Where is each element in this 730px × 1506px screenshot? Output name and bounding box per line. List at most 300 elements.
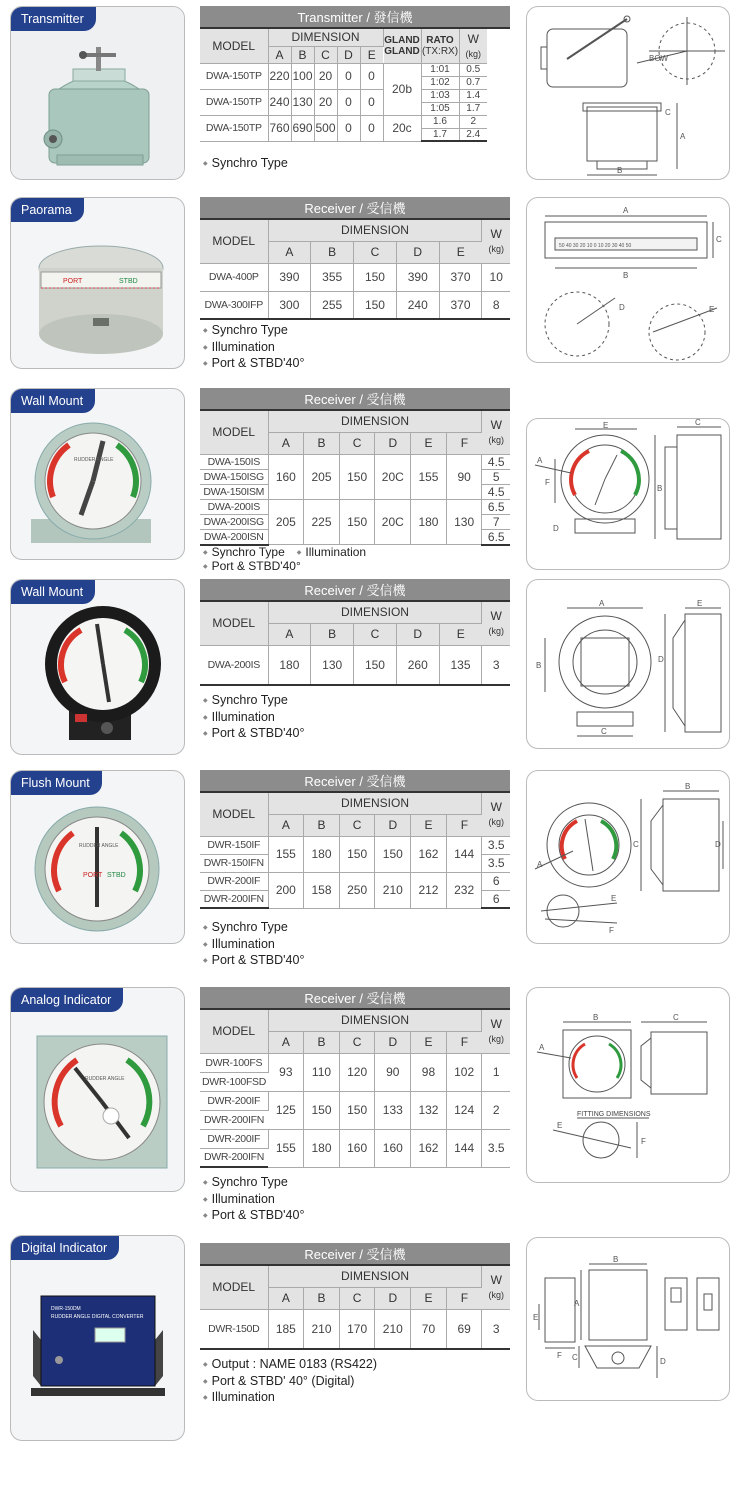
col-a: A bbox=[268, 46, 291, 63]
feature-item: ◆ Port & STBD'40° bbox=[203, 560, 366, 574]
feature-list bbox=[203, 920, 304, 970]
table-row bbox=[200, 499, 510, 514]
w-label: W bbox=[490, 227, 502, 242]
cell-model: DWR-100FS bbox=[200, 1053, 268, 1072]
cell: 4.5 bbox=[482, 454, 510, 469]
col-c: C bbox=[354, 623, 397, 645]
cell-model: DWR-200IF bbox=[200, 1129, 268, 1148]
dimension-drawing bbox=[526, 770, 730, 944]
product-photo bbox=[10, 770, 185, 944]
col-dimension: DIMENSION bbox=[268, 410, 482, 432]
cell: 185 bbox=[268, 1309, 304, 1349]
col-d: D bbox=[337, 46, 360, 63]
flush-mount-drawing bbox=[527, 771, 730, 944]
dim-label: D bbox=[660, 1357, 666, 1366]
section-tag: Digital Indicator bbox=[11, 1236, 119, 1260]
cell: 232 bbox=[446, 872, 482, 908]
feature-item: ◆ Port & STBD'40° bbox=[203, 1208, 304, 1225]
cell: 69 bbox=[446, 1309, 482, 1349]
col-model: MODEL bbox=[200, 1009, 268, 1053]
w-label: W bbox=[467, 31, 479, 46]
rato-label: RATO bbox=[426, 34, 454, 46]
analog-indicator-drawing bbox=[527, 988, 730, 1183]
table-title: Transmitter / 發信機 bbox=[200, 6, 510, 28]
feature-item: ◆ Synchro Type bbox=[203, 1175, 304, 1192]
section-tag: Wall Mount bbox=[11, 389, 95, 413]
analog-indicator-photo bbox=[11, 988, 185, 1192]
cell: 170 bbox=[339, 1309, 375, 1349]
dim-label: E bbox=[533, 1313, 539, 1322]
cell-model: DWR-200IFN bbox=[200, 1148, 268, 1167]
dim-label: B bbox=[536, 661, 542, 670]
w-unit: (kg) bbox=[465, 48, 481, 59]
section-tag: Wall Mount bbox=[11, 580, 95, 604]
table-title: Receiver / 受信機 bbox=[200, 1243, 510, 1265]
dim-label: F bbox=[557, 1351, 562, 1360]
col-b: B bbox=[304, 1031, 340, 1053]
wall-mount-photo bbox=[11, 389, 185, 560]
dimension-drawing bbox=[526, 197, 730, 363]
feature-list bbox=[203, 546, 366, 574]
digital-indicator-photo bbox=[11, 1236, 185, 1441]
table-row bbox=[200, 645, 510, 685]
cell: 20C bbox=[375, 454, 411, 499]
table-row bbox=[200, 291, 510, 319]
dimension-drawing bbox=[526, 6, 730, 180]
dim-label: C bbox=[665, 108, 671, 117]
cell: 144 bbox=[446, 1129, 482, 1167]
dim-label: D bbox=[619, 303, 625, 312]
dim-label: C bbox=[673, 1013, 679, 1022]
cell: 130 bbox=[311, 645, 354, 685]
section-tag: Analog Indicator bbox=[11, 988, 123, 1012]
cell: 158 bbox=[304, 872, 340, 908]
cell: 162 bbox=[411, 836, 447, 872]
cell: 0.5 bbox=[459, 63, 487, 76]
cell-model: DWR-150D bbox=[200, 1309, 268, 1349]
cell: 205 bbox=[268, 499, 304, 545]
col-weight bbox=[482, 1009, 510, 1053]
cell: 150 bbox=[304, 1091, 340, 1129]
cell: 370 bbox=[439, 291, 482, 319]
cell: 130 bbox=[446, 499, 482, 545]
col-b: B bbox=[304, 1287, 340, 1309]
cell: 200 bbox=[268, 872, 304, 908]
feature-item: ◆ Port & STBD'40° bbox=[203, 726, 304, 743]
col-d: D bbox=[375, 432, 411, 454]
panorama-photo bbox=[11, 198, 185, 369]
col-rato bbox=[421, 28, 459, 63]
flush-mount-photo bbox=[11, 771, 185, 944]
port-label: PORT bbox=[83, 872, 103, 879]
cell: 2 bbox=[482, 1091, 510, 1129]
col-model: MODEL bbox=[200, 792, 268, 836]
col-model: MODEL bbox=[200, 1265, 268, 1309]
col-model: MODEL bbox=[200, 601, 268, 645]
dim-label: F bbox=[641, 1137, 646, 1146]
feature-item: ◆ Synchro Type bbox=[203, 920, 304, 937]
cell: 3.5 bbox=[482, 836, 510, 854]
cell-model: DWA-150ISM bbox=[200, 484, 268, 499]
spec-table bbox=[200, 987, 510, 1168]
dim-label: C bbox=[572, 1353, 578, 1362]
cell-model: DWR-150IFN bbox=[200, 854, 268, 872]
dim-label: E bbox=[557, 1121, 563, 1130]
cell: 180 bbox=[411, 499, 447, 545]
feature-list bbox=[203, 323, 304, 373]
col-e: E bbox=[360, 46, 383, 63]
cell: 160 bbox=[268, 454, 304, 499]
col-b: B bbox=[304, 432, 340, 454]
spec-table bbox=[200, 388, 510, 546]
dial-text: RUDDER ANGLE bbox=[85, 1076, 125, 1082]
product-photo bbox=[10, 388, 185, 560]
cell: 98 bbox=[411, 1053, 447, 1091]
cell: 8 bbox=[482, 291, 510, 319]
table-title: Receiver / 受信機 bbox=[200, 987, 510, 1009]
cell: 210 bbox=[304, 1309, 340, 1349]
dimension-drawing bbox=[526, 987, 730, 1183]
cell: 260 bbox=[396, 645, 439, 685]
cell: 135 bbox=[439, 645, 482, 685]
cell: 210 bbox=[375, 872, 411, 908]
table-row bbox=[200, 454, 510, 469]
device-brand: DWR-150DM bbox=[51, 1306, 81, 1312]
col-e: E bbox=[439, 623, 482, 645]
table-row bbox=[200, 1129, 510, 1148]
cell: 1:02 bbox=[421, 76, 459, 89]
feature-list bbox=[203, 693, 304, 743]
cell: 390 bbox=[268, 263, 311, 291]
bow-label: BOW bbox=[649, 54, 669, 63]
feature-item: Synchro Type bbox=[211, 545, 285, 559]
cell: 180 bbox=[268, 645, 311, 685]
col-a: A bbox=[268, 241, 311, 263]
product-photo bbox=[10, 6, 185, 180]
dim-label: A bbox=[537, 860, 543, 869]
cell: 20 bbox=[314, 63, 337, 89]
cell: 2.4 bbox=[459, 128, 487, 141]
cell: 760 bbox=[268, 115, 291, 141]
stbd-label: STBD bbox=[119, 278, 138, 285]
table-row bbox=[200, 836, 510, 854]
fitting-title: FITTING DIMENSIONS bbox=[577, 1111, 651, 1118]
table-title: Receiver / 受信機 bbox=[200, 388, 510, 410]
dim-label: E bbox=[709, 305, 715, 314]
cell-model: DWA-400P bbox=[200, 263, 268, 291]
col-dimension: DIMENSION bbox=[268, 792, 482, 814]
cell-model: DWR-100FSD bbox=[200, 1072, 268, 1091]
col-f: F bbox=[446, 1287, 482, 1309]
panorama-drawing bbox=[527, 198, 730, 363]
table-row bbox=[200, 1309, 510, 1349]
col-dimension: DIMENSION bbox=[268, 219, 482, 241]
feature-item: ◆ Illumination bbox=[203, 1192, 304, 1209]
col-c: C bbox=[339, 1287, 375, 1309]
cell-model: DWA-200IS bbox=[200, 645, 268, 685]
col-d: D bbox=[375, 1287, 411, 1309]
feature-list bbox=[203, 1357, 377, 1407]
spec-table bbox=[200, 197, 510, 320]
dimension-drawing bbox=[526, 418, 730, 570]
cell: 3.5 bbox=[482, 1129, 510, 1167]
cell: 132 bbox=[411, 1091, 447, 1129]
col-c: C bbox=[339, 1031, 375, 1053]
dim-label: E bbox=[697, 599, 703, 608]
cell: 150 bbox=[339, 836, 375, 872]
col-weight bbox=[459, 28, 487, 63]
cell: 6.5 bbox=[482, 529, 510, 545]
product-photo bbox=[10, 1235, 185, 1441]
col-model: MODEL bbox=[200, 28, 268, 63]
cell: 0 bbox=[360, 115, 383, 141]
col-weight bbox=[482, 792, 510, 836]
cell: 205 bbox=[304, 454, 340, 499]
cell-model: DWA-150IS bbox=[200, 454, 268, 469]
cell: 3 bbox=[482, 1309, 510, 1349]
col-e: E bbox=[411, 814, 447, 836]
col-a: A bbox=[268, 814, 304, 836]
feature-item: ◆ Illumination bbox=[297, 545, 366, 559]
w-unit: (kg) bbox=[488, 626, 504, 637]
col-weight bbox=[482, 219, 510, 263]
cell-model: DWR-200IF bbox=[200, 872, 268, 890]
spec-table bbox=[200, 770, 510, 909]
cell-model: DWR-150IF bbox=[200, 836, 268, 854]
feature-item: ◆ Port & STBD'40° bbox=[203, 356, 304, 373]
dim-label: B bbox=[623, 271, 629, 280]
cell-model: DWR-200IFN bbox=[200, 890, 268, 908]
table-title: Receiver / 受信機 bbox=[200, 579, 510, 601]
cell: 124 bbox=[446, 1091, 482, 1129]
dim-label: E bbox=[603, 421, 609, 430]
cell: 110 bbox=[304, 1053, 340, 1091]
feature-item: ◆ Illumination bbox=[203, 340, 304, 357]
dim-label: A bbox=[680, 132, 686, 141]
w-unit: (kg) bbox=[488, 1034, 504, 1045]
cell: 150 bbox=[375, 836, 411, 872]
cell: 210 bbox=[375, 1309, 411, 1349]
cell: 20 bbox=[314, 89, 337, 115]
col-f: F bbox=[446, 432, 482, 454]
dim-label: A bbox=[537, 456, 543, 465]
wall-mount-drawing bbox=[527, 419, 730, 570]
section-tag: Transmitter bbox=[11, 7, 96, 31]
cell: 144 bbox=[446, 836, 482, 872]
cell: 180 bbox=[304, 1129, 340, 1167]
cell-model: DWA-200IS bbox=[200, 499, 268, 514]
cell: 1:01 bbox=[421, 63, 459, 76]
cell: 150 bbox=[354, 645, 397, 685]
dial-text: RUDDER ANGLE bbox=[74, 457, 114, 463]
cell: 2 bbox=[459, 115, 487, 128]
cell: 250 bbox=[339, 872, 375, 908]
cell-model: DWA-150TP bbox=[200, 63, 268, 89]
dim-label: B bbox=[613, 1255, 619, 1264]
cell: 90 bbox=[446, 454, 482, 499]
cell-model: DWA-200ISG bbox=[200, 514, 268, 529]
cell: 390 bbox=[396, 263, 439, 291]
col-e: E bbox=[439, 241, 482, 263]
cell: 0 bbox=[337, 63, 360, 89]
cell: 0 bbox=[360, 89, 383, 115]
transmitter-drawing bbox=[527, 7, 730, 180]
dim-label: A bbox=[623, 206, 629, 215]
col-dimension: DIMENSION bbox=[268, 601, 482, 623]
cell: 355 bbox=[311, 263, 354, 291]
cell: 370 bbox=[439, 263, 482, 291]
cell: 155 bbox=[411, 454, 447, 499]
cell: 155 bbox=[268, 1129, 304, 1167]
dim-label: C bbox=[633, 840, 639, 849]
cell-model: DWR-200IFN bbox=[200, 1110, 268, 1129]
col-c: C bbox=[339, 814, 375, 836]
cell: 1:03 bbox=[421, 89, 459, 102]
dim-label: C bbox=[695, 419, 701, 427]
cell: 160 bbox=[339, 1129, 375, 1167]
feature-item: ◆ Synchro Type bbox=[203, 693, 304, 710]
dim-label: B bbox=[685, 782, 691, 791]
col-gland: GLAND GLAND bbox=[383, 28, 421, 63]
cell: 150 bbox=[339, 499, 375, 545]
cell: 102 bbox=[446, 1053, 482, 1091]
feature-item: ◆ Illumination bbox=[203, 937, 304, 954]
col-d: D bbox=[375, 1031, 411, 1053]
table-row bbox=[200, 63, 510, 76]
col-b: B bbox=[311, 241, 354, 263]
cell: 0 bbox=[337, 115, 360, 141]
feature-item: ◆ Illumination bbox=[203, 710, 304, 727]
col-dimension: DIMENSION bbox=[268, 1009, 482, 1031]
cell: 180 bbox=[304, 836, 340, 872]
w-label: W bbox=[490, 1273, 502, 1288]
dim-label: D bbox=[658, 655, 664, 664]
cell: 93 bbox=[268, 1053, 304, 1091]
rato-sub: (TX:RX) bbox=[421, 45, 459, 57]
col-a: A bbox=[268, 1031, 304, 1053]
table-row bbox=[200, 89, 510, 102]
cell: 255 bbox=[311, 291, 354, 319]
product-photo bbox=[10, 197, 185, 369]
cell-gland: 20c bbox=[383, 115, 421, 141]
col-e: E bbox=[411, 1031, 447, 1053]
dim-label: D bbox=[715, 840, 721, 849]
cell: 5 bbox=[482, 469, 510, 484]
feature-item: ◆ Output : NAME 0183 (RS422) bbox=[203, 1357, 377, 1374]
col-f: F bbox=[446, 814, 482, 836]
stbd-label: STBD bbox=[107, 872, 126, 879]
dim-label: F bbox=[609, 926, 614, 935]
dim-label: A bbox=[574, 1299, 580, 1308]
cell-gland: 20b bbox=[383, 63, 421, 115]
col-weight bbox=[482, 410, 510, 454]
w-label: W bbox=[490, 418, 502, 433]
cell: 6 bbox=[482, 890, 510, 908]
col-f: F bbox=[446, 1031, 482, 1053]
dimension-drawing bbox=[526, 1237, 730, 1401]
w-unit: (kg) bbox=[488, 817, 504, 828]
transmitter-photo bbox=[11, 7, 185, 180]
digital-indicator-drawing bbox=[527, 1238, 730, 1401]
table-row bbox=[200, 872, 510, 890]
cell: 10 bbox=[482, 263, 510, 291]
cell: 150 bbox=[339, 1091, 375, 1129]
col-b: B bbox=[304, 814, 340, 836]
cell: 4.5 bbox=[482, 484, 510, 499]
dim-label: D bbox=[553, 524, 559, 533]
cell: 7 bbox=[482, 514, 510, 529]
cell: 500 bbox=[314, 115, 337, 141]
dim-label: C bbox=[716, 235, 722, 244]
cell: 240 bbox=[268, 89, 291, 115]
dim-label: A bbox=[539, 1043, 545, 1052]
scale-text: 50 40 30 20 10 0 10 20 30 40 50 bbox=[559, 243, 632, 249]
cell-model: DWA-150ISG bbox=[200, 469, 268, 484]
wall-mount-black-photo bbox=[11, 580, 185, 755]
cell-model: DWA-300IFP bbox=[200, 291, 268, 319]
cell: 1.7 bbox=[421, 128, 459, 141]
cell: 225 bbox=[304, 499, 340, 545]
col-a: A bbox=[268, 1287, 304, 1309]
cell-model: DWA-200ISN bbox=[200, 529, 268, 545]
col-dimension: DIMENSION bbox=[268, 28, 383, 46]
cell: 6 bbox=[482, 872, 510, 890]
port-label: PORT bbox=[63, 278, 83, 285]
w-unit: (kg) bbox=[488, 244, 504, 255]
col-weight bbox=[482, 1265, 510, 1309]
cell: 125 bbox=[268, 1091, 304, 1129]
col-model: MODEL bbox=[200, 219, 268, 263]
w-unit: (kg) bbox=[488, 1290, 504, 1301]
cell: 300 bbox=[268, 291, 311, 319]
cell: 1.7 bbox=[459, 102, 487, 115]
table-row bbox=[200, 263, 510, 291]
col-d: D bbox=[396, 241, 439, 263]
cell: 162 bbox=[411, 1129, 447, 1167]
cell: 240 bbox=[396, 291, 439, 319]
cell: 150 bbox=[339, 454, 375, 499]
cell: 155 bbox=[268, 836, 304, 872]
cell: 1.6 bbox=[421, 115, 459, 128]
dial-text: RUDDER ANGLE bbox=[79, 843, 119, 849]
table-row bbox=[200, 1091, 510, 1110]
feature-list bbox=[203, 156, 288, 173]
dim-label: B bbox=[657, 484, 663, 493]
feature-item: ◆ Synchro Type bbox=[203, 156, 288, 173]
cell: 20C bbox=[375, 499, 411, 545]
col-model: MODEL bbox=[200, 410, 268, 454]
col-c: C bbox=[354, 241, 397, 263]
col-a: A bbox=[268, 623, 311, 645]
w-label: W bbox=[490, 1017, 502, 1032]
spec-table bbox=[200, 579, 510, 686]
cell: 160 bbox=[375, 1129, 411, 1167]
cell: 6.5 bbox=[482, 499, 510, 514]
col-b: B bbox=[311, 623, 354, 645]
product-photo bbox=[10, 987, 185, 1192]
cell: 150 bbox=[354, 263, 397, 291]
feature-item: ◆ Port & STBD' 40° (Digital) bbox=[203, 1374, 377, 1391]
table-title: Receiver / 受信機 bbox=[200, 197, 510, 219]
col-d: D bbox=[396, 623, 439, 645]
spec-table bbox=[200, 6, 510, 142]
product-photo bbox=[10, 579, 185, 755]
col-dimension: DIMENSION bbox=[268, 1265, 482, 1287]
cell: 133 bbox=[375, 1091, 411, 1129]
col-a: A bbox=[268, 432, 304, 454]
col-c: C bbox=[314, 46, 337, 63]
cell: 220 bbox=[268, 63, 291, 89]
